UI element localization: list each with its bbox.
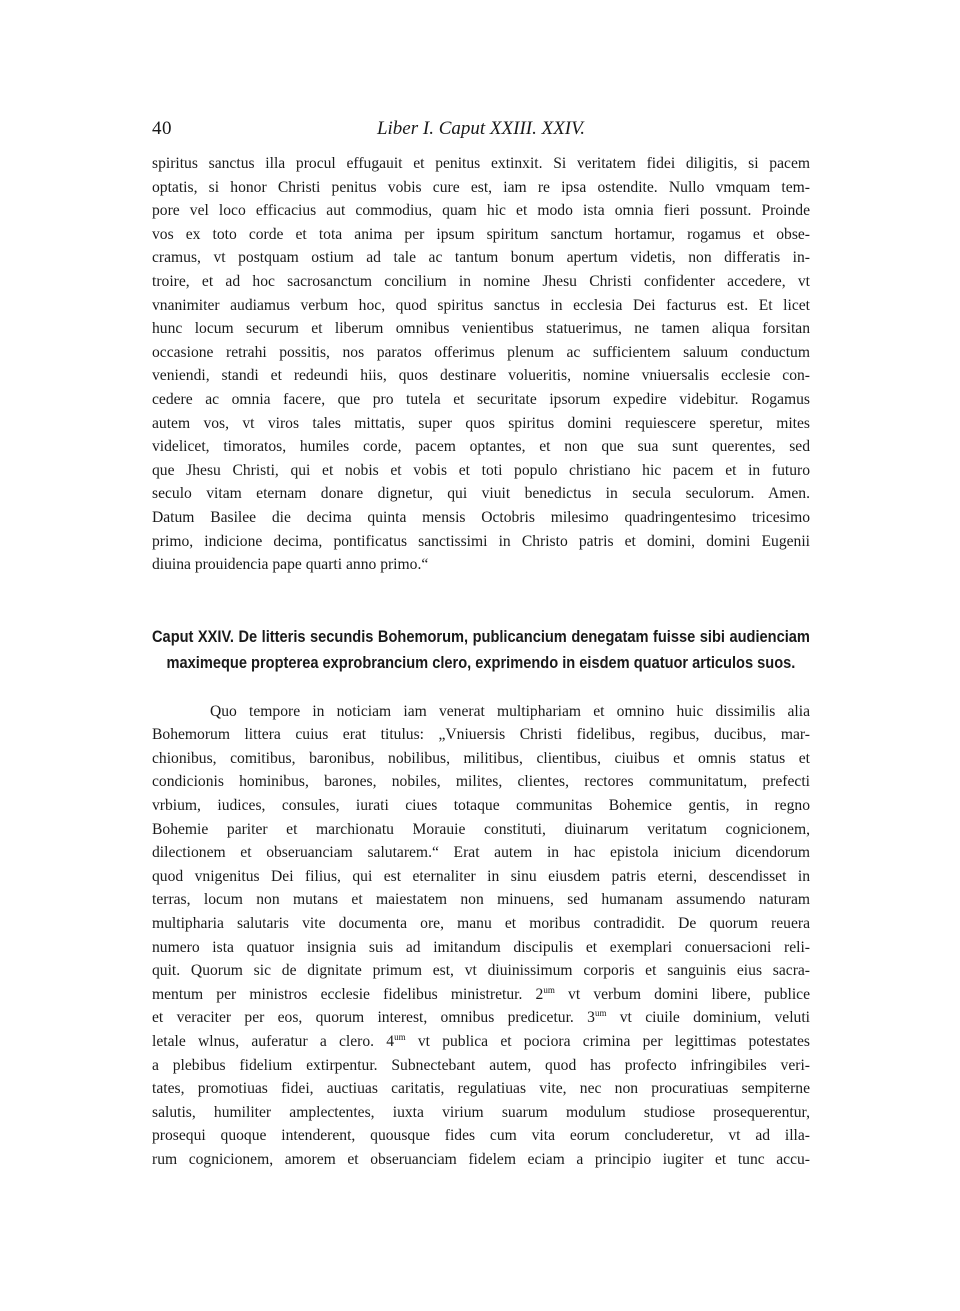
- section-1-text: [152, 152, 810, 577]
- text-line: veniendi, standi et redeundi hiis, quos destinare volueritis, nomine vniuersalis ecclesie con-: [152, 367, 810, 385]
- text-line: rum cognicionem, amorem et obseruanciam fidelem eciam a principio iugiter et tunc accu-: [152, 1150, 810, 1168]
- text-line: [152, 983, 810, 1007]
- text-line: hunc locum securum et liberum omnibus venientibus statuerimus, ne tamen aliqua forsitan: [152, 320, 810, 338]
- text-line: [152, 1006, 810, 1030]
- chapter-heading-line: maximeque propterea exprobrancium clero, exprimendo in eisdem quatuor articulos suos.: [166, 652, 796, 672]
- chapter-heading-line: Caput XXIV. De litteris secundis Bohemorum, publicancium denegatam fuisse sibi audienciam: [152, 626, 810, 646]
- text-segment: mentum per ministros ecclesie fidelibus ministretur. 2: [152, 985, 544, 1003]
- text-line: diuina prouidencia pape quarti anno primo.“: [152, 556, 429, 574]
- text-line: a plebibus fidelium extirpentur. Subnectebant autem, quod has profecto infringibiles veri-: [152, 1056, 810, 1074]
- text-line: numero ista quatuor insignia suis ad imitandum discipulis et exemplari conuersacioni reli-: [152, 938, 810, 956]
- text-line: Datum Basilee die decima quinta mensis Octobris milesimo quadringentesimo tricesimo: [152, 508, 810, 526]
- page-header: [152, 118, 810, 148]
- text-line: troire, et ad hoc sacrosanctum concilium in nomine Jhesu Christi confidenter accedere, vt: [152, 272, 810, 290]
- text-line: quod vnigenitus Dei filius, qui est eternaliter in sinu eiusdem patris eterni, descendisset in: [152, 867, 810, 885]
- text-line: tates, promotiuas fidei, auctiuas caritatis, regulatiuas vite, nec non procuratiuas sempiterne: [152, 1080, 810, 1098]
- running-head: Liber I. Caput XXIII. XXIV.: [376, 118, 586, 139]
- text-line: videlicet, timoratos, humiles corde, pacem optantes, et non que sua sunt querentes, sed: [152, 438, 810, 456]
- text-line: cramus, vt postquam ostium ad tale ac tantum bonum apertum videtis, non differatis in-: [152, 249, 810, 267]
- ordinal-superscript: um: [394, 1032, 406, 1042]
- text-line: vrbium, iudices, consules, iurati ciues totaque communitas Bohemice gentis, in regno: [152, 797, 810, 815]
- text-segment: et veraciter per eos, quorum interest, omnibus predicetur. 3: [152, 1009, 595, 1027]
- text-line: spiritus sanctus illa procul effugauit et penitus extinxit. Si veritatem fidei diligitis, si pacem: [152, 155, 810, 172]
- section-2-text: [152, 700, 810, 1172]
- text-line: quit. Quorum sic de dignitate primum est, vt diuinissimum corporis et sanguinis eius sacra-: [152, 962, 810, 980]
- text-line: multipharia salutaris vite documenta ore, manu et moribus contradidit. De quorum reuera: [152, 915, 810, 933]
- text-line: que Jhesu Christi, qui et nobis et vobis et toti populo christiano hic pacem et in futuro: [152, 461, 810, 479]
- text-line: salutis, humiliter amplectentes, iuxta virium suarum modulum studiose prosequerentur,: [152, 1103, 810, 1121]
- text-line: pore vel loco efficacius aut commodius, quam hic et modo ista omnia fieri possunt. Proinde: [152, 202, 810, 220]
- text-line: prosequi quoque intenderent, quousque fides cum vita eorum concluderetur, vt ad illa-: [152, 1127, 810, 1145]
- text-line: [152, 1030, 810, 1054]
- page: [152, 118, 810, 1172]
- text-line: vnanimiter audiamus verbum hoc, quod spiritus sanctus in ecclesia Dei facturus est. Et licet: [152, 296, 810, 314]
- text-line: cedere ac omnia facere, que pro tutela et securitate ipsorum expedire videbitur. Rogamus: [152, 390, 810, 408]
- text-segment: vt ciuile dominium, veluti: [606, 1009, 810, 1027]
- chapter-heading: [152, 624, 810, 676]
- text-line: Quo tempore in noticiam iam venerat multiphariam et omnino huic dissimilis alia: [210, 702, 810, 720]
- ordinal-superscript: um: [594, 1008, 607, 1019]
- text-line: seculo vitam eternam donare dignetur, qui viuit benedictus in secula seculorum. Amen.: [152, 485, 810, 503]
- page-number: 40: [152, 118, 172, 139]
- text-segment: letale wlnus, auferatur a clero. 4: [152, 1033, 395, 1050]
- text-line: Bohemorum littera cuius erat titulus: „Vniuersis Christi fidelibus, regibus, ducibus, mar-: [152, 726, 810, 744]
- text-line: vos ex toto corde et tota anima per ipsum spiritum sanctum hortamur, rogamus et obse-: [152, 225, 810, 243]
- text-line: autem vos, vt viros tales mittatis, super quos spiritus domini requiescere speretur, mites: [152, 414, 810, 432]
- ordinal-superscript: um: [543, 984, 555, 995]
- text-segment: vt verbum domini libere, publice: [554, 985, 810, 1003]
- text-line: optatis, si honor Christi penitus vobis cure est, iam re ipsa ostendite. Nullo vmquam tem-: [152, 178, 810, 196]
- text-line: Bohemie pariter et marchionatu Morauie constituti, diuinarum veritatum cognicionem,: [152, 820, 810, 838]
- text-line: dilectionem et obseruanciam salutarem.“ Erat autem in hac epistola inicium dicendorum: [152, 844, 810, 862]
- text-line: condicionis hominibus, barones, nobiles, milites, clientes, rectores communitatum, prefecti: [152, 773, 810, 791]
- text-segment: vt publica et pociora crimina per legittimas potestates: [405, 1033, 810, 1050]
- text-line: primo, indicione decima, pontificatus sanctissimi in Christo patris et domini, domini Eugenii: [152, 532, 810, 550]
- text-line: occasione retrahi possitis, nos paratos offerimus plenum ac sufficientem saluum conductum: [152, 343, 810, 361]
- text-line: chionibus, comitibus, baronibus, nobilibus, militibus, clientibus, ciuibus et omnis status et: [152, 749, 810, 767]
- text-line: terras, locum non mutans et maiestatem non minuens, sed humanam assumendo naturam: [152, 891, 810, 909]
